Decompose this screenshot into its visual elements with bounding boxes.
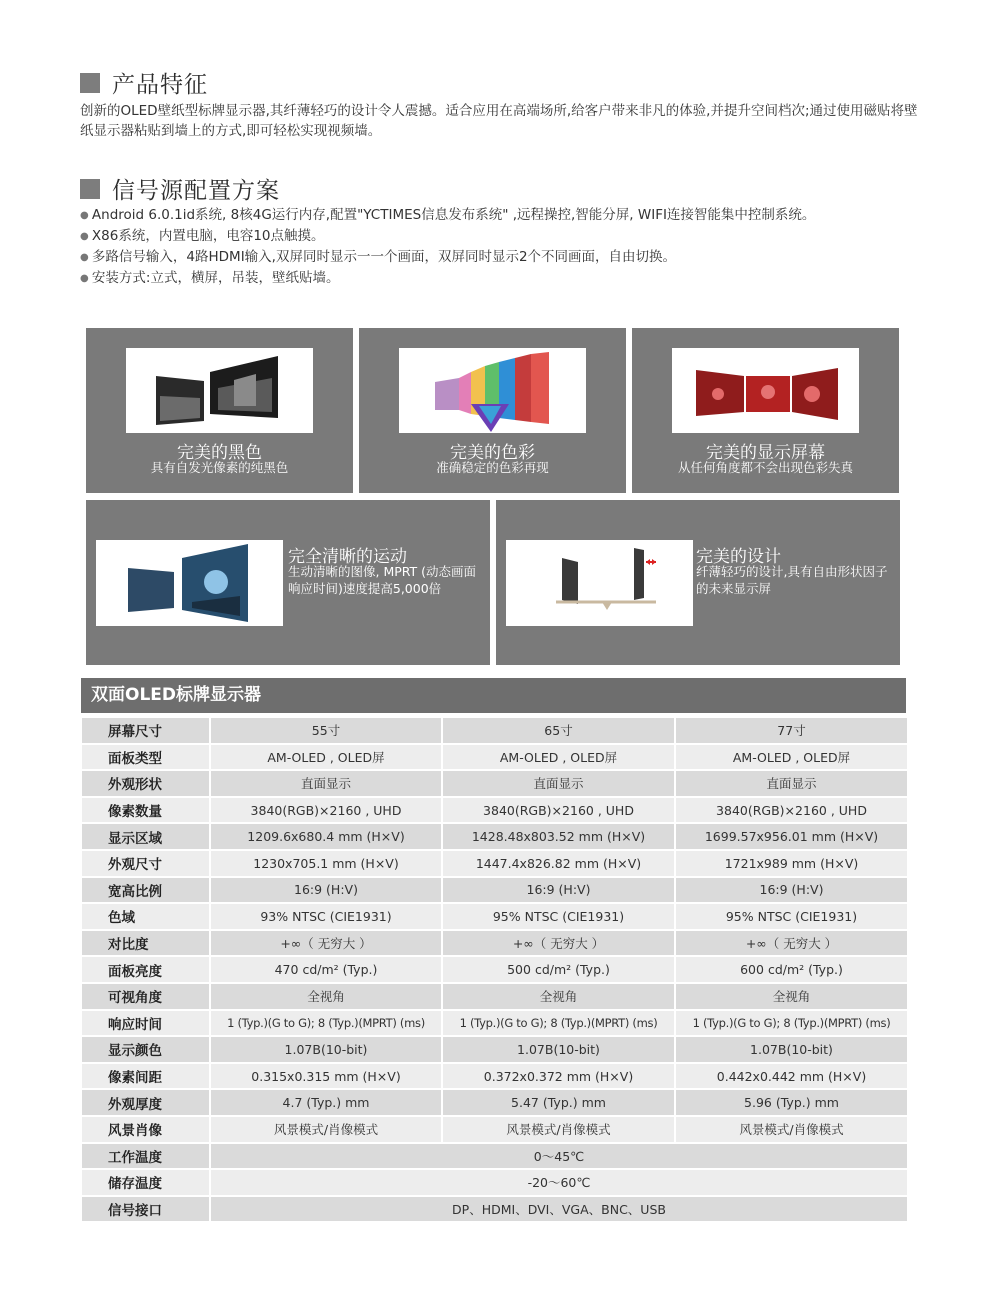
cell-55: 3840(RGB)×2160 , UHD <box>211 798 441 823</box>
perfect-design-image <box>506 540 693 626</box>
clear-motion-image <box>96 540 283 626</box>
panel-subtitle: 生动清晰的图像, MPRT (动态画面响应时间)速度提高5,000倍 <box>288 564 477 596</box>
cell-77: 5.96 (Typ.) mm <box>676 1090 907 1115</box>
row-label: 外观厚度 <box>82 1090 209 1115</box>
panel-subtitle: 准确稳定的色彩再现 <box>436 460 549 475</box>
cell-77: 0.442x0.442 mm (H×V) <box>676 1064 907 1089</box>
cell-55: 93% NTSC (CIE1931) <box>211 904 441 929</box>
row-label: 面板类型 <box>82 745 209 770</box>
cell-65: 风景模式/肖像模式 <box>443 1117 674 1142</box>
bullet-item: ● X86系统，内置电脑，电容10点触摸。 <box>80 226 940 247</box>
table-row <box>82 957 907 982</box>
panel-subtitle: 具有自发光像素的纯黑色 <box>150 460 289 475</box>
row-label: 像素间距 <box>82 1064 209 1089</box>
cell-65: +∞（ 无穷大 ） <box>443 931 674 956</box>
cell-77: 3840(RGB)×2160 , UHD <box>676 798 907 823</box>
table-row <box>82 718 907 743</box>
features-description: 创新的OLED壁纸型标牌显示器,其纤薄轻巧的设计令人震撼。适合应用在高端场所,给客户带来非凡的体验,并提升空间档次;通过使用磁贴将壁纸显示器粘贴到墙上的方式,即可轻松实现视频墙。 <box>80 103 918 139</box>
cell-65: 全视角 <box>443 984 674 1009</box>
row-label: 工作温度 <box>82 1144 209 1169</box>
cell-77: 1.07B(10-bit) <box>676 1037 907 1062</box>
row-label: 色域 <box>82 904 209 929</box>
panel-title: 完美的显示屏幕 <box>706 443 825 463</box>
table-row <box>82 1011 907 1036</box>
panel-clear-motion <box>86 500 490 665</box>
row-label: 屏幕尺寸 <box>82 718 209 743</box>
row-label: 响应时间 <box>82 1011 209 1036</box>
signal-title: 信号源配置方案 <box>112 178 280 204</box>
row-label: 对比度 <box>82 931 209 956</box>
row-label: 显示区域 <box>82 824 209 849</box>
cell-77: 1 (Typ.)(G to G); 8 (Typ.)(MPRT) (ms) <box>676 1011 907 1036</box>
cell-77: +∞（ 无穷大 ） <box>676 931 907 956</box>
cell-65: 16:9 (H:V) <box>443 878 674 903</box>
cell-55: 1.07B(10-bit) <box>211 1037 441 1062</box>
cell-77: 77寸 <box>676 718 907 743</box>
table-row <box>82 745 907 770</box>
cell-55: 470 cd/m² (Typ.) <box>211 957 441 982</box>
bullet-item: ● Android 6.0.1id系统, 8核4G运行内存,配置"YCTIMES信息发布系统" ,远程操控,智能分屏, WIFI连接智能集中控制系统。 <box>80 205 940 226</box>
table-row <box>82 1144 907 1169</box>
spec-table <box>80 716 909 1223</box>
merged-cell: -20～60℃ <box>211 1170 907 1195</box>
perfect-color-image <box>399 348 586 433</box>
table-row <box>82 771 907 796</box>
cell-77: 1721x989 mm (H×V) <box>676 851 907 876</box>
cell-55: 4.7 (Typ.) mm <box>211 1090 441 1115</box>
panel-title: 完全清晰的运动 <box>288 547 407 567</box>
merged-cell: 0～45℃ <box>211 1144 907 1169</box>
signal-header <box>80 172 280 205</box>
perfect-screen-image <box>672 348 859 433</box>
cell-55: +∞（ 无穷大 ） <box>211 931 441 956</box>
table-row <box>82 1117 907 1142</box>
cell-55: 16:9 (H:V) <box>211 878 441 903</box>
panel-title: 完美的设计 <box>696 547 781 567</box>
row-label: 像素数量 <box>82 798 209 823</box>
cell-55: 直面显示 <box>211 771 441 796</box>
cell-65: 0.372x0.372 mm (H×V) <box>443 1064 674 1089</box>
panel-subtitle: 从任何角度都不会出现色彩失真 <box>677 460 853 475</box>
table-row <box>82 798 907 823</box>
table-row <box>82 851 907 876</box>
perfect-black-image <box>126 348 313 433</box>
cell-77: 95% NTSC (CIE1931) <box>676 904 907 929</box>
table-row <box>82 878 907 903</box>
bullet-item: ● 多路信号输入，4路HDMI输入,双屏同时显示一一个画面，双屏同时显示2个不同画面，自由切换。 <box>80 247 940 268</box>
cell-55: 0.315x0.315 mm (H×V) <box>211 1064 441 1089</box>
cell-65: 500 cd/m² (Typ.) <box>443 957 674 982</box>
row-label: 外观形状 <box>82 771 209 796</box>
panel-perfect-color <box>359 328 626 493</box>
row-label: 可视角度 <box>82 984 209 1009</box>
panel-title: 完美的色彩 <box>450 443 535 463</box>
cell-65: 1.07B(10-bit) <box>443 1037 674 1062</box>
spec-table-title: 双面OLED标牌显示器 <box>81 678 906 713</box>
cell-65: AM-OLED , OLED屏 <box>443 745 674 770</box>
section-square-icon <box>80 73 100 93</box>
features-header <box>80 66 208 99</box>
cell-77: 直面显示 <box>676 771 907 796</box>
cell-65: 95% NTSC (CIE1931) <box>443 904 674 929</box>
panel-subtitle: 纤薄轻巧的设计,具有自由形状因子的未来显示屏 <box>696 564 888 596</box>
cell-55: 风景模式/肖像模式 <box>211 1117 441 1142</box>
cell-77: 1699.57x956.01 mm (H×V) <box>676 824 907 849</box>
cell-77: AM-OLED , OLED屏 <box>676 745 907 770</box>
bullet-item: ● 安装方式:立式，横屏，吊装，壁纸贴墙。 <box>80 268 940 289</box>
table-row <box>82 824 907 849</box>
panel-title: 完美的黑色 <box>177 443 262 463</box>
cell-77: 16:9 (H:V) <box>676 878 907 903</box>
merged-cell: DP、HDMI、DVI、VGA、BNC、USB <box>211 1197 907 1222</box>
cell-65: 5.47 (Typ.) mm <box>443 1090 674 1115</box>
cell-65: 1447.4x826.82 mm (H×V) <box>443 851 674 876</box>
row-label: 信号接口 <box>82 1197 209 1222</box>
cell-77: 600 cd/m² (Typ.) <box>676 957 907 982</box>
table-row <box>82 931 907 956</box>
cell-65: 1428.48x803.52 mm (H×V) <box>443 824 674 849</box>
row-label: 显示颜色 <box>82 1037 209 1062</box>
row-label: 外观尺寸 <box>82 851 209 876</box>
cell-55: 55寸 <box>211 718 441 743</box>
table-row <box>82 1197 907 1222</box>
panel-perfect-screen <box>632 328 899 493</box>
cell-65: 3840(RGB)×2160 , UHD <box>443 798 674 823</box>
row-label: 风景肖像 <box>82 1117 209 1142</box>
cell-65: 1 (Typ.)(G to G); 8 (Typ.)(MPRT) (ms) <box>443 1011 674 1036</box>
cell-55: 1209.6x680.4 mm (H×V) <box>211 824 441 849</box>
panel-perfect-black <box>86 328 353 493</box>
table-row <box>82 984 907 1009</box>
table-row <box>82 1090 907 1115</box>
cell-65: 65寸 <box>443 718 674 743</box>
row-label: 宽高比例 <box>82 878 209 903</box>
row-label: 储存温度 <box>82 1170 209 1195</box>
section-square-icon <box>80 179 100 199</box>
table-row <box>82 1064 907 1089</box>
cell-55: 全视角 <box>211 984 441 1009</box>
features-title: 产品特征 <box>112 72 208 98</box>
cell-55: AM-OLED , OLED屏 <box>211 745 441 770</box>
panel-perfect-design <box>496 500 900 665</box>
signal-bullet-list <box>80 205 940 289</box>
row-label: 面板亮度 <box>82 957 209 982</box>
cell-65: 直面显示 <box>443 771 674 796</box>
cell-77: 风景模式/肖像模式 <box>676 1117 907 1142</box>
table-row <box>82 904 907 929</box>
table-row <box>82 1170 907 1195</box>
cell-55: 1230x705.1 mm (H×V) <box>211 851 441 876</box>
table-row <box>82 1037 907 1062</box>
cell-55: 1 (Typ.)(G to G); 8 (Typ.)(MPRT) (ms) <box>211 1011 441 1036</box>
cell-77: 全视角 <box>676 984 907 1009</box>
